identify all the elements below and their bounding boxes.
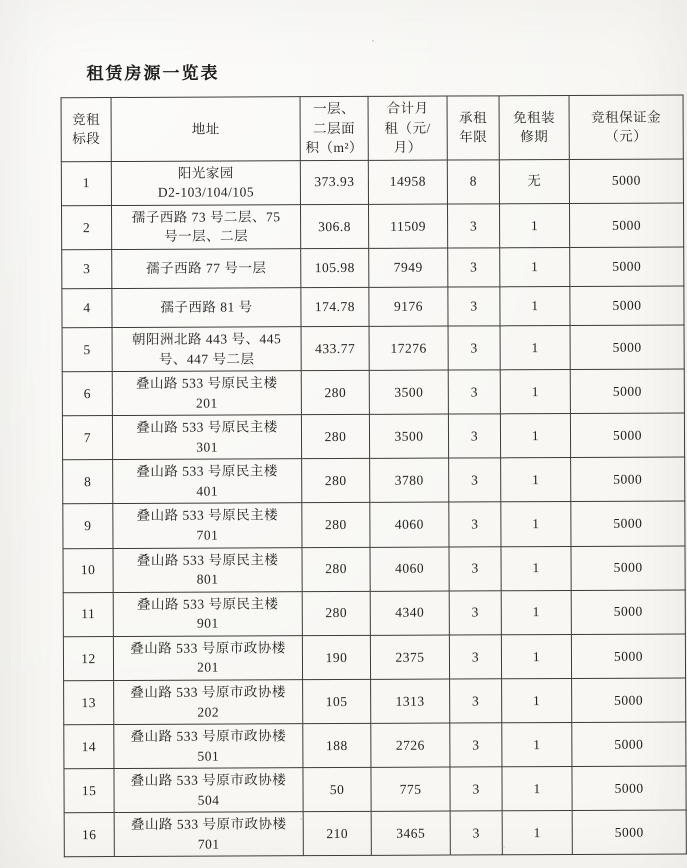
table-row — [62, 203, 684, 250]
cell-area: 50 — [303, 768, 371, 812]
cell-rentfree: 1 — [502, 678, 572, 722]
cell-term: 3 — [449, 591, 501, 635]
cell-rent: 3780 — [370, 458, 449, 502]
cell-deposit: 5000 — [571, 590, 685, 635]
cell-term: 8 — [447, 160, 499, 204]
table-row — [63, 457, 685, 504]
cell-rent: 4060 — [370, 547, 449, 591]
cell-address: 叠山路 533 号原民主楼 201 — [112, 371, 301, 416]
cell-rent: 2726 — [371, 723, 450, 767]
table-row — [64, 722, 686, 769]
cell-bid: 6 — [62, 372, 112, 416]
cell-bid: 10 — [63, 548, 113, 592]
cell-term: 3 — [449, 458, 501, 502]
cell-rentfree: 无 — [499, 159, 569, 203]
cell-term: 3 — [448, 287, 500, 326]
cell-deposit: 5000 — [571, 546, 685, 591]
table-row — [63, 590, 685, 637]
cell-rentfree: 1 — [501, 546, 571, 590]
cell-bid: 1 — [61, 161, 111, 205]
cell-rentfree: 1 — [499, 203, 569, 247]
cell-rentfree: 1 — [501, 634, 571, 678]
scan-speck — [502, 846, 505, 848]
cell-rentfree: 1 — [502, 811, 572, 855]
cell-area: 306.8 — [300, 204, 368, 248]
cell-area: 105.98 — [301, 248, 369, 287]
cell-term: 3 — [450, 811, 502, 855]
table-row — [62, 247, 684, 289]
cell-term: 3 — [449, 546, 501, 590]
cell-deposit: 5000 — [570, 247, 684, 286]
cell-address: 叠山路 533 号原民主楼 801 — [113, 547, 302, 592]
col-header-monthly-rent: 合计月 租（元/ 月） — [368, 96, 447, 160]
cell-area: 210 — [303, 812, 371, 856]
cell-rent: 7949 — [369, 248, 448, 287]
cell-area: 190 — [302, 635, 370, 679]
cell-term: 3 — [449, 502, 501, 546]
cell-rent: 4060 — [370, 502, 449, 546]
cell-rent: 4340 — [370, 591, 449, 635]
col-header-rentfree-period: 免租装 修期 — [499, 96, 569, 160]
cell-term: 3 — [449, 635, 501, 679]
table-row — [64, 810, 686, 857]
cell-area: 433.77 — [301, 326, 369, 370]
cell-rentfree: 1 — [502, 723, 572, 767]
cell-address: 孺子西路 77 号一层 — [112, 249, 301, 289]
cell-address: 叠山路 533 号原民主楼 901 — [113, 591, 302, 636]
scan-speck — [372, 40, 374, 42]
table-row — [62, 286, 684, 328]
cell-deposit: 5000 — [572, 766, 686, 811]
cell-address: 叠山路 533 号原市政协楼 504 — [114, 768, 303, 813]
cell-bid: 9 — [63, 504, 113, 548]
cell-rentfree: 1 — [501, 502, 571, 546]
cell-rent: 17276 — [369, 326, 448, 370]
cell-area: 280 — [302, 503, 370, 547]
cell-term: 3 — [448, 370, 500, 414]
cell-rent: 14958 — [368, 160, 447, 204]
table-row — [63, 501, 685, 548]
cell-term: 3 — [450, 679, 502, 723]
cell-address: 孺子西路 81 号 — [112, 288, 301, 328]
cell-term: 3 — [448, 248, 500, 287]
table-row — [62, 325, 684, 372]
cell-bid: 14 — [64, 725, 114, 769]
col-header-address: 地址 — [111, 97, 300, 162]
cell-area: 280 — [302, 459, 370, 503]
page-title: 租赁房源一览表 — [86, 63, 220, 84]
table-row — [63, 634, 685, 681]
col-header-bid-section: 竞租 标段 — [61, 98, 111, 162]
cell-rent: 3465 — [371, 811, 450, 855]
cell-bid: 11 — [63, 592, 113, 636]
cell-deposit: 5000 — [570, 413, 684, 458]
cell-rentfree: 1 — [502, 767, 572, 811]
cell-deposit: 5000 — [571, 457, 685, 502]
cell-bid: 16 — [64, 813, 114, 857]
cell-address: 叠山路 533 号原市政协楼 501 — [114, 724, 303, 769]
cell-rentfree: 1 — [501, 458, 571, 502]
cell-address: 孺子西路 73 号二层、75 号一层、二层 — [112, 204, 301, 249]
cell-rent: 9176 — [369, 287, 448, 326]
cell-address: 叠山路 533 号原民主楼 701 — [113, 503, 302, 548]
table-header — [61, 95, 683, 161]
cell-address: 叠山路 533 号原市政协楼 701 — [114, 812, 303, 857]
col-header-floor-area: 一层、 二层面 积（m²） — [300, 96, 368, 160]
cell-deposit: 5000 — [572, 678, 686, 723]
cell-rent: 775 — [371, 767, 450, 811]
cell-rent: 3500 — [369, 414, 448, 458]
table-row — [64, 766, 686, 813]
header-row — [61, 95, 683, 161]
rental-listing-table — [61, 95, 687, 858]
cell-address: 叠山路 533 号原市政协楼 202 — [114, 680, 303, 725]
cell-term: 3 — [448, 326, 500, 370]
cell-bid: 12 — [63, 636, 113, 680]
cell-term: 3 — [450, 723, 502, 767]
cell-bid: 8 — [63, 460, 113, 504]
cell-deposit: 5000 — [570, 369, 684, 414]
cell-deposit: 5000 — [569, 203, 683, 248]
cell-rentfree: 1 — [500, 286, 570, 325]
cell-area: 280 — [302, 591, 370, 635]
cell-rentfree: 1 — [500, 247, 570, 286]
cell-bid: 15 — [64, 769, 114, 813]
cell-deposit: 5000 — [572, 810, 686, 855]
cell-rentfree: 1 — [501, 590, 571, 634]
cell-rent: 2375 — [370, 635, 449, 679]
col-header-bid-deposit: 竞租保证金 （元） — [569, 95, 683, 159]
table-row — [64, 678, 686, 725]
cell-rentfree: 1 — [500, 414, 570, 458]
cell-area: 280 — [301, 415, 369, 459]
table-row — [62, 413, 684, 460]
cell-bid: 5 — [62, 327, 112, 371]
cell-bid: 7 — [62, 416, 112, 460]
cell-area: 280 — [302, 547, 370, 591]
cell-rentfree: 1 — [500, 370, 570, 414]
cell-area: 188 — [303, 723, 371, 767]
col-header-lease-term: 承租 年限 — [447, 96, 499, 160]
cell-deposit: 5000 — [572, 722, 686, 767]
cell-deposit: 5000 — [571, 501, 685, 546]
cell-deposit: 5000 — [570, 325, 684, 370]
cell-address: 阳光家园 D2-103/104/105 — [111, 160, 300, 205]
cell-bid: 13 — [64, 680, 114, 724]
cell-deposit: 5000 — [569, 159, 683, 204]
cell-area: 174.78 — [301, 287, 369, 326]
table-row — [62, 369, 684, 416]
cell-rent: 1313 — [371, 679, 450, 723]
cell-deposit: 5000 — [570, 286, 684, 325]
cell-bid: 4 — [62, 288, 112, 327]
cell-bid: 2 — [62, 205, 112, 249]
cell-rent: 3500 — [369, 370, 448, 414]
cell-area: 280 — [301, 370, 369, 414]
cell-area: 373.93 — [300, 160, 368, 204]
cell-rent: 11509 — [368, 204, 447, 248]
scan-speck — [300, 818, 302, 820]
table-row — [61, 159, 683, 206]
cell-address: 叠山路 533 号原市政协楼 201 — [113, 635, 302, 680]
cell-area: 105 — [303, 679, 371, 723]
cell-term: 3 — [450, 767, 502, 811]
cell-rentfree: 1 — [500, 325, 570, 369]
cell-address: 叠山路 533 号原民主楼 401 — [113, 459, 302, 504]
table-row — [63, 546, 685, 593]
cell-term: 3 — [448, 414, 500, 458]
cell-deposit: 5000 — [571, 634, 685, 679]
cell-address: 朝阳洲北路 443 号、445 号、447 号二层 — [112, 327, 301, 372]
cell-address: 叠山路 533 号原民主楼 301 — [112, 415, 301, 460]
cell-term: 3 — [447, 204, 499, 248]
table-body — [61, 159, 686, 857]
cell-bid: 3 — [62, 249, 112, 288]
